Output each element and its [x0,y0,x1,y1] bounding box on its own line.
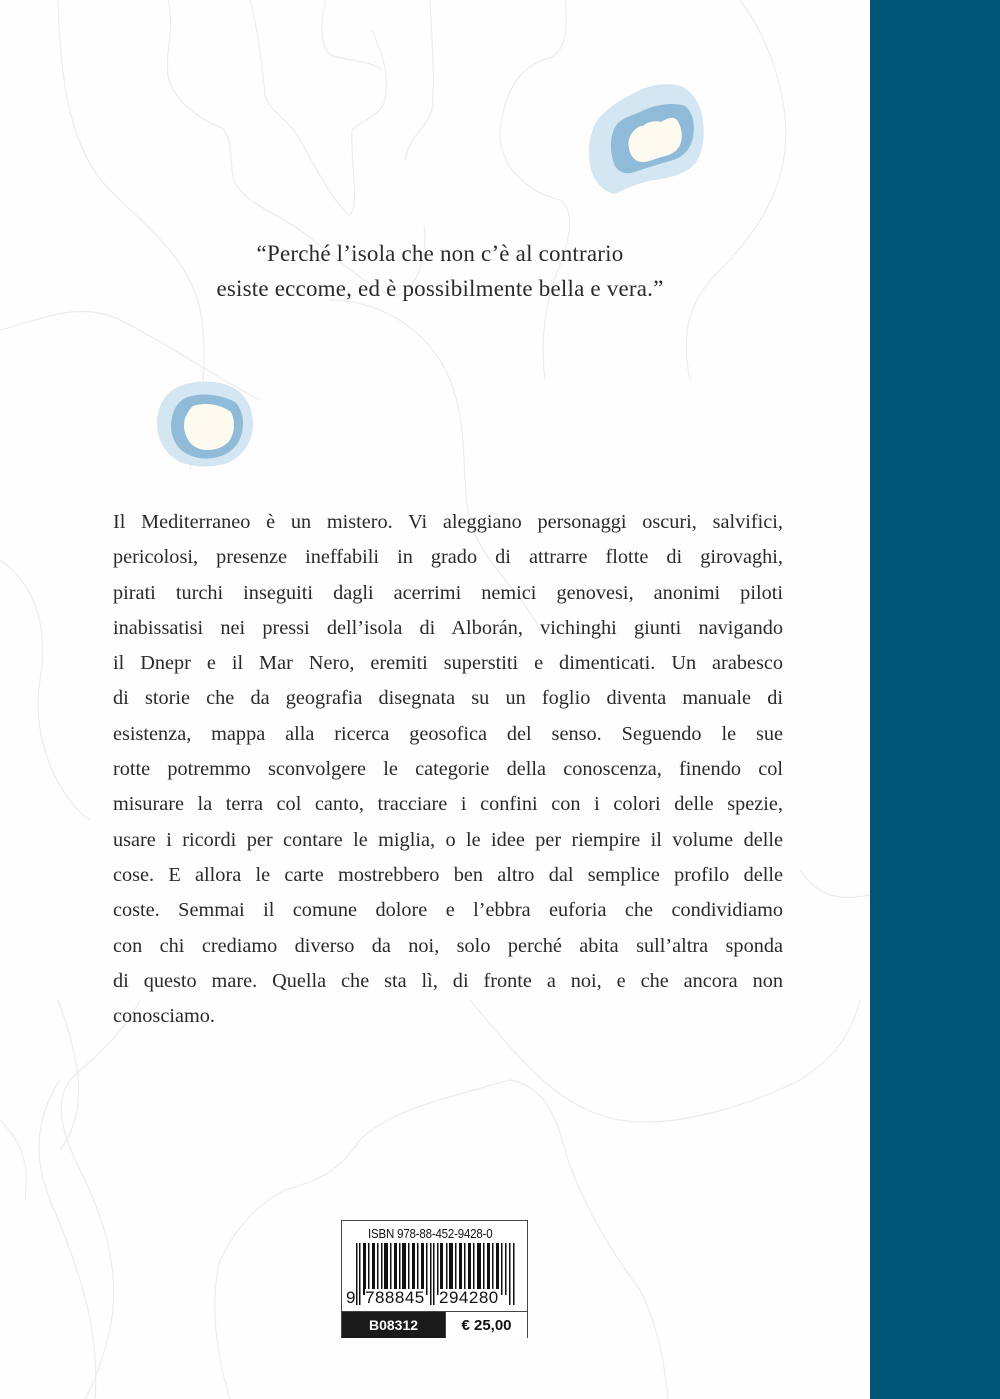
blurb-line: di questo mare. Quella che sta lì, di fronte a noi, e che ancora non [113,969,783,992]
blurb-line: cose. E allora le carte mostrebbero ben altro dal semplice profilo delle [113,863,783,886]
blurb-line: il Dnepr e il Mar Nero, eremiti superstiti e dimenticati. Un arabesco [113,652,783,675]
barcode-digit-first: 9 [346,1288,356,1307]
blurb-line: coste. Semmai il comune dolore e l’ebbra euforia che condividiamo [113,899,783,922]
quote-line: esiste eccome, ed è possibilmente bella e vera.” [216,276,664,301]
blurb-line: usare i ricordi per contare le miglia, o le idee per riempire il volume delle [113,828,783,851]
blurb-line: con chi crediamo diverso da noi, solo perché abita sull’altra sponda [113,934,783,957]
barcode-digits-right: 294280 [439,1288,499,1307]
blue-spine-band [870,0,1000,1399]
blurb-line: pirati turchi inseguiti dagli acerrimi nemici genovesi, anonimi piloti [113,581,783,604]
blurb-line: Il Mediterraneo è un mistero. Vi aleggiano personaggi oscuri, salvifici, [113,511,783,533]
product-code: B08312 [342,1312,445,1338]
island-left-icon [155,378,255,468]
blurb-line: esistenza, mappa alla ricerca geosofica del senso. Seguendo le sue [113,722,783,745]
island-top-right-icon [585,82,720,197]
epigraph-quote [0,236,870,306]
barcode-footer [342,1311,527,1338]
blurb-line: di storie che da geografia disegnata su un foglio diventa manuale di [113,687,783,710]
blurb-text [113,505,783,1034]
price-label: € 25,00 [445,1312,527,1338]
quote-line: “Perché l’isola che non c’è al contrario [256,241,624,266]
blurb-line: misurare la terra col canto, tracciare i confini con i colori delle spezie, [113,793,783,816]
blurb-line: rotte potremmo sconvolgere le categorie della conoscenza, finendo col [113,758,783,781]
isbn-barcode-label [341,1220,528,1338]
blurb-line: inabissatisi nei pressi dell’isola di Alborán, vichinghi giunti navigando [113,616,783,639]
barcode-digits-left: 788845 [365,1288,425,1307]
isbn-number: ISBN 978-88-452-9428-0 [368,1227,493,1241]
blurb-line: conosciamo. [113,1005,215,1028]
blurb-line: pericolosi, presenze ineffabili in grado di attrarre flotte di girovaghi, [113,546,783,569]
